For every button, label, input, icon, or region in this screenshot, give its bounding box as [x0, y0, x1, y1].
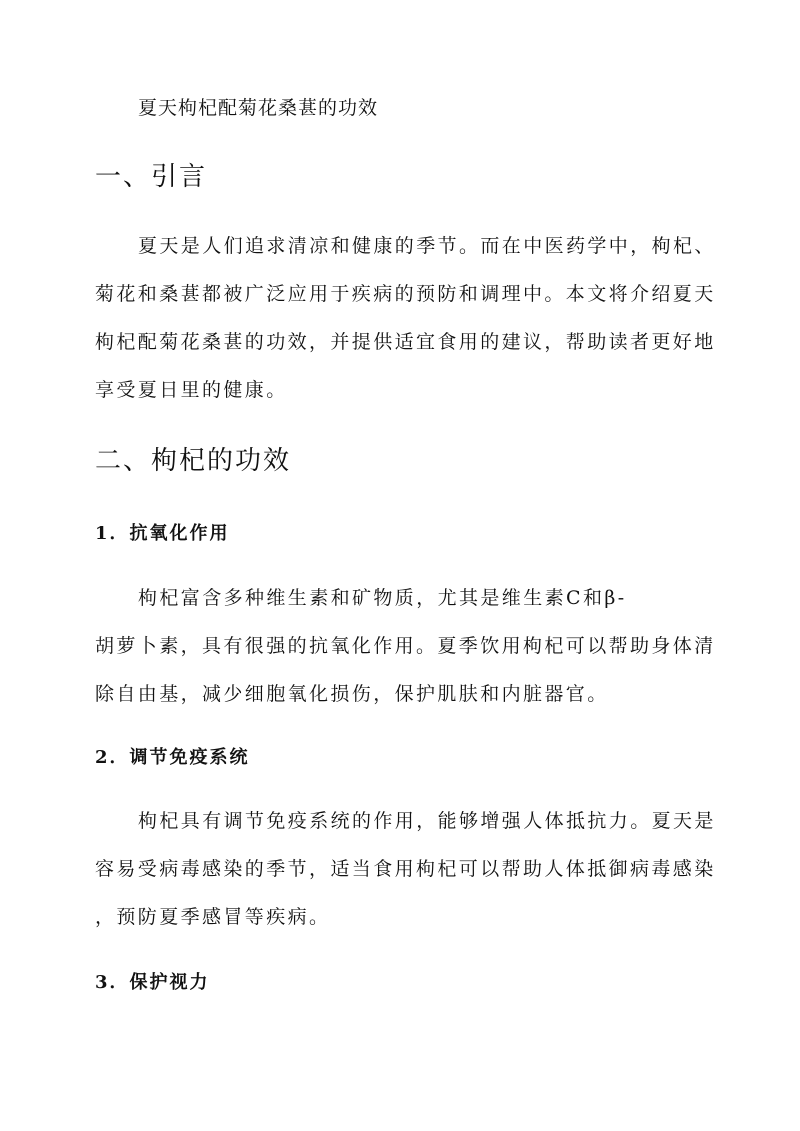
document-title: 夏天枸杞配菊花桑葚的功效 [138, 97, 379, 119]
subsection-heading-antioxidant: 1．抗氧化作用 [95, 523, 230, 544]
section-heading-goji-benefits: 二、枸杞的功效 [95, 446, 292, 476]
paragraph-line: 享受夏日里的健康。 [95, 379, 288, 401]
paragraph-line: 枸杞配菊花桑葚的功效，并提供适宜食用的建议，帮助读者更好地 [95, 331, 716, 353]
subsection-heading-immune-system: 2．调节免疫系统 [95, 747, 250, 768]
paragraph-line: 除自由基，减少细胞氧化损伤，保护肌肤和内脏器官。 [95, 683, 609, 705]
immune-system-paragraph [95, 797, 715, 941]
subsection-heading-protect-vision: 3．保护视力 [95, 972, 210, 993]
paragraph-line: 容易受病毒感染的季节，适当食用枸杞可以帮助人体抵御病毒感染 [95, 858, 716, 880]
antioxidant-paragraph [95, 574, 715, 718]
paragraph-line: 枸杞富含多种维生素和矿物质，尤其是维生素C和β- [138, 587, 627, 609]
paragraph-line: 菊花和桑葚都被广泛应用于疾病的预防和调理中。本文将介绍夏天 [95, 283, 716, 305]
introduction-paragraph [95, 222, 715, 414]
paragraph-line: 胡萝卜素，具有很强的抗氧化作用。夏季饮用枸杞可以帮助身体清 [95, 635, 716, 657]
paragraph-line: 枸杞具有调节免疫系统的作用，能够增强人体抵抗力。夏天是 [138, 810, 716, 832]
paragraph-line: ，预防夏季感冒等疾病。 [95, 906, 331, 928]
section-heading-introduction: 一、引言 [95, 162, 208, 192]
paragraph-line: 夏天是人们追求清凉和健康的季节。而在中医药学中，枸杞、 [138, 235, 716, 257]
